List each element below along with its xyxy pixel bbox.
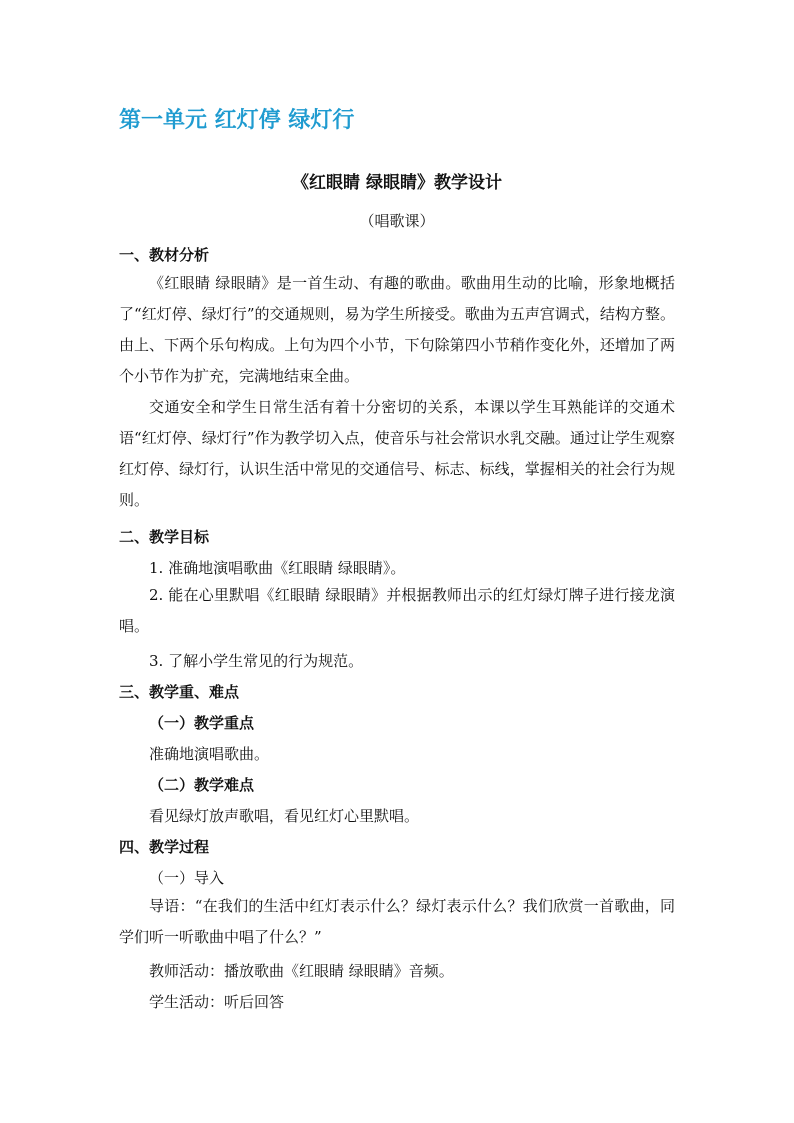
section-heading-key-difficult-points: 三、教学重、难点 (119, 683, 240, 701)
key-point-text: 准确地演唱歌曲。 (149, 745, 270, 763)
key-point-heading: （一）教学重点 (149, 714, 255, 732)
difficult-point-heading: （二）教学难点 (149, 776, 255, 794)
material-analysis-paragraph-1: 《红眼睛 绿眼睛》是一首生动、有趣的歌曲。歌曲用生动的比喻，形象地概括了“红灯停、绿灯行”的交通规则，易为学生所接受。歌曲为五声宫调式，结构方整。由上、下两个乐句构成。上句为四个小节，下句除第四小节稍作变化外，还增加了两个小节作为扩充，完满地结束全曲。 (119, 274, 675, 385)
difficult-point-text: 看见绿灯放声歌唱，看见红灯心里默唱。 (149, 807, 420, 825)
section-heading-material-analysis: 一、教材分析 (119, 246, 210, 264)
teacher-activity: 教师活动：播放歌曲《红眼睛 绿眼睛》音频。 (149, 962, 454, 980)
teaching-goal-2: 2. 能在心里默唱《红眼睛 绿眼睛》并根据教师出示的红灯绿灯牌子进行接龙演唱。 (119, 586, 675, 635)
intro-heading: （一）导入 (149, 869, 225, 887)
student-activity: 学生活动：听后回答 (149, 993, 285, 1011)
section-heading-teaching-goals: 二、教学目标 (119, 528, 210, 546)
intro-guide-text: 导语：“在我们的生活中红灯表示什么？绿灯表示什么？我们欣赏一首歌曲，同学们听一听歌曲中唱了什么？” (119, 897, 675, 946)
document-title: 《红眼睛 绿眼睛》教学设计 (292, 173, 502, 193)
teaching-goal-1: 1. 准确地演唱歌曲《红眼睛 绿眼睛》。 (149, 559, 406, 577)
section-heading-teaching-process: 四、教学过程 (119, 838, 210, 856)
unit-title: 第一单元 红灯停 绿灯行 (119, 108, 355, 133)
lesson-type-subtitle: （唱歌课） (359, 212, 435, 230)
teaching-goal-3: 3. 了解小学生常见的行为规范。 (149, 652, 364, 670)
material-analysis-paragraph-2: 交通安全和学生日常生活有着十分密切的关系，本课以学生耳熟能详的交通术语“红灯停、绿灯行”作为教学切入点，使音乐与社会常识水乳交融。通过让学生观察红灯停、绿灯行，认识生活中常见的交通信号、标志、标线，掌握相关的社会行为规则。 (119, 398, 675, 509)
